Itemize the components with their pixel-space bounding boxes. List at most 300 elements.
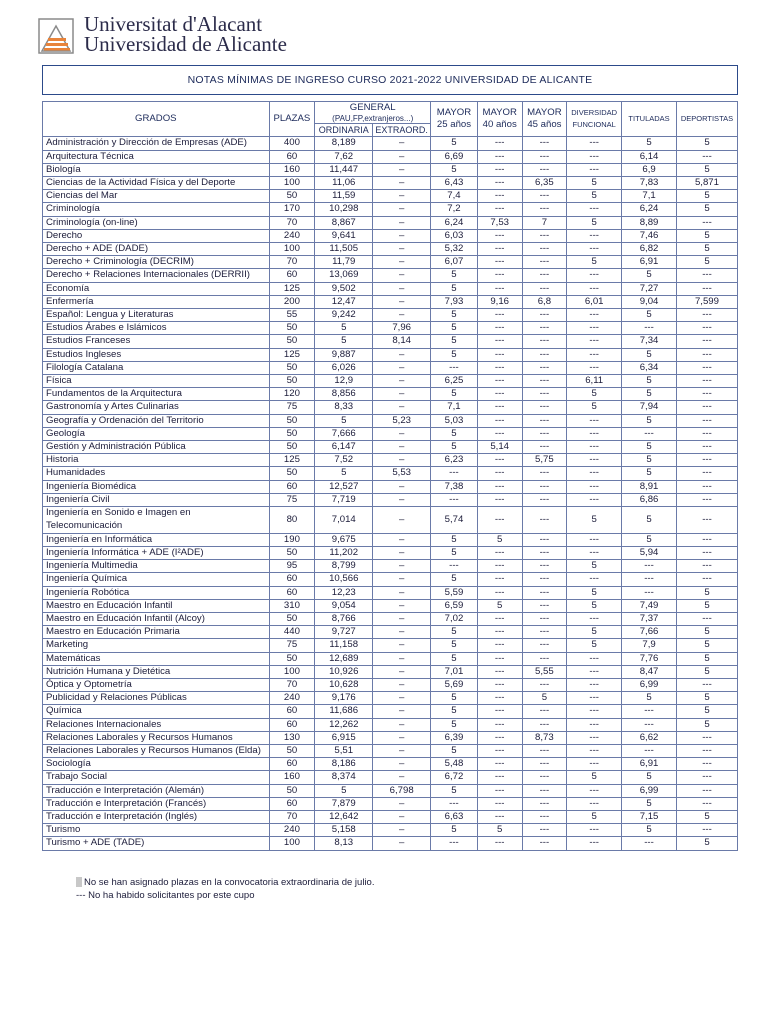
cell-mayor40: --- [477, 678, 522, 691]
cell-deportistas: --- [676, 348, 737, 361]
cell-diversidad: 6,01 [567, 295, 622, 308]
cell-plazas: 125 [269, 348, 315, 361]
table-row [43, 665, 738, 678]
cell-plazas: 60 [269, 573, 315, 586]
cell-grado: Física [43, 375, 270, 388]
cell-grado: Ingeniería en Informática [43, 533, 270, 546]
cell-mayor45: --- [522, 309, 567, 322]
cell-ordinaria: 8,186 [315, 758, 373, 771]
cell-ordinaria: 9,176 [315, 692, 373, 705]
cell-grado: Ingeniería Robótica [43, 586, 270, 599]
cell-deportistas: --- [676, 401, 737, 414]
cell-ordinaria: 7,879 [315, 797, 373, 810]
cell-diversidad: --- [567, 480, 622, 493]
cell-diversidad: --- [567, 678, 622, 691]
cell-mayor45: --- [522, 837, 567, 850]
table-row [43, 652, 738, 665]
cell-deportistas: --- [676, 784, 737, 797]
cell-tituladas: 8,47 [622, 665, 677, 678]
cell-extraord: – [373, 229, 431, 242]
cell-grado: Sociología [43, 758, 270, 771]
footnote-triple-dash-symbol: --- [76, 890, 86, 901]
cell-mayor45: --- [522, 229, 567, 242]
cell-deportistas: --- [676, 507, 737, 534]
cell-mayor25: 5,74 [431, 507, 478, 534]
cell-plazas: 240 [269, 692, 315, 705]
cell-deportistas: --- [676, 493, 737, 506]
table-row [43, 626, 738, 639]
cell-diversidad: --- [567, 652, 622, 665]
cell-ordinaria: 12,527 [315, 480, 373, 493]
cell-mayor25: 6,63 [431, 810, 478, 823]
cell-mayor40: --- [477, 797, 522, 810]
cell-tituladas: 7,9 [622, 639, 677, 652]
cell-plazas: 50 [269, 335, 315, 348]
cell-deportistas: --- [676, 797, 737, 810]
cell-mayor40: --- [477, 718, 522, 731]
cell-mayor45: --- [522, 560, 567, 573]
cell-plazas: 95 [269, 560, 315, 573]
cell-ordinaria: 11,158 [315, 639, 373, 652]
cell-tituladas: 7,49 [622, 599, 677, 612]
table-row [43, 586, 738, 599]
table-row [43, 375, 738, 388]
cell-grado: Estudios Ingleses [43, 348, 270, 361]
cell-diversidad: --- [567, 718, 622, 731]
cell-mayor40: --- [477, 758, 522, 771]
cell-mayor25: 7,02 [431, 612, 478, 625]
cell-deportistas: 5 [676, 190, 737, 203]
cell-grado: Marketing [43, 639, 270, 652]
cell-diversidad: --- [567, 758, 622, 771]
cell-tituladas: --- [622, 837, 677, 850]
cell-mayor40: --- [477, 626, 522, 639]
cell-mayor25: 5 [431, 335, 478, 348]
cell-mayor45: 6,35 [522, 177, 567, 190]
cell-plazas: 100 [269, 177, 315, 190]
table-row [43, 810, 738, 823]
cell-mayor40: --- [477, 639, 522, 652]
cell-plazas: 50 [269, 375, 315, 388]
cell-ordinaria: 8,189 [315, 137, 373, 150]
cell-extraord: – [373, 256, 431, 269]
cell-mayor25: --- [431, 560, 478, 573]
cell-ordinaria: 7,014 [315, 507, 373, 534]
cell-grado: Geografía y Ordenación del Territorio [43, 414, 270, 427]
cell-extraord: – [373, 309, 431, 322]
cell-mayor25: 6,07 [431, 256, 478, 269]
cell-grado: Maestro en Educación Infantil [43, 599, 270, 612]
cell-mayor45: --- [522, 678, 567, 691]
cell-deportistas: --- [676, 216, 737, 229]
table-row [43, 295, 738, 308]
cell-diversidad: 5 [567, 586, 622, 599]
cell-grado: Humanidades [43, 467, 270, 480]
cell-mayor40: --- [477, 348, 522, 361]
cell-grado: Economía [43, 282, 270, 295]
cell-grado: Relaciones Laborales y Recursos Humanos (Elda) [43, 744, 270, 757]
cell-plazas: 50 [269, 322, 315, 335]
cell-mayor45: --- [522, 441, 567, 454]
cell-ordinaria: 8,766 [315, 612, 373, 625]
cell-mayor40: --- [477, 454, 522, 467]
table-row [43, 388, 738, 401]
header-mayor45-a: MAYOR [527, 107, 562, 118]
header-mayor25-a: MAYOR [436, 107, 472, 118]
cell-deportistas: --- [676, 731, 737, 744]
cell-tituladas: 5 [622, 824, 677, 837]
cell-grado: Ingeniería Biomédica [43, 480, 270, 493]
cell-mayor45: --- [522, 137, 567, 150]
cell-ordinaria: 10,298 [315, 203, 373, 216]
cell-diversidad: --- [567, 414, 622, 427]
cell-extraord: – [373, 388, 431, 401]
cell-mayor40: --- [477, 414, 522, 427]
header-plazas: PLAZAS [269, 102, 315, 137]
cell-diversidad: --- [567, 163, 622, 176]
cell-ordinaria: 12,642 [315, 810, 373, 823]
cell-ordinaria: 8,33 [315, 401, 373, 414]
cell-grado: Derecho + Relaciones Internacionales (DERRII) [43, 269, 270, 282]
header-mayor25-b: 25 años [436, 119, 472, 131]
cell-ordinaria: 12,23 [315, 586, 373, 599]
cell-mayor40: 5 [477, 533, 522, 546]
cell-deportistas: --- [676, 573, 737, 586]
cell-mayor40: --- [477, 375, 522, 388]
cell-plazas: 160 [269, 163, 315, 176]
cell-plazas: 120 [269, 388, 315, 401]
cell-mayor40: --- [477, 401, 522, 414]
cell-grado: Turismo [43, 824, 270, 837]
cell-diversidad: 5 [567, 216, 622, 229]
cell-ordinaria: 11,59 [315, 190, 373, 203]
cell-tituladas: 5,94 [622, 546, 677, 559]
cell-plazas: 50 [269, 427, 315, 440]
cell-grado: Nutrición Humana y Dietética [43, 665, 270, 678]
cell-mayor40: 5 [477, 599, 522, 612]
table-row [43, 493, 738, 506]
cell-plazas: 60 [269, 269, 315, 282]
cell-diversidad: 5 [567, 626, 622, 639]
cell-mayor40: --- [477, 137, 522, 150]
cell-deportistas: --- [676, 533, 737, 546]
cell-extraord: – [373, 692, 431, 705]
cell-mayor45: --- [522, 282, 567, 295]
cell-mayor40: --- [477, 546, 522, 559]
cell-tituladas: 5 [622, 348, 677, 361]
cell-deportistas: --- [676, 414, 737, 427]
cell-plazas: 160 [269, 771, 315, 784]
cell-tituladas: 7,94 [622, 401, 677, 414]
cell-plazas: 75 [269, 493, 315, 506]
cell-mayor45: 5 [522, 692, 567, 705]
cell-deportistas: 5 [676, 837, 737, 850]
cell-extraord: – [373, 137, 431, 150]
footnote-triple-dash-text: No ha habido solicitantes por este cupo [88, 890, 255, 901]
cell-extraord: – [373, 361, 431, 374]
cell-plazas: 60 [269, 758, 315, 771]
cell-diversidad: 5 [567, 177, 622, 190]
cell-mayor40: --- [477, 163, 522, 176]
cell-diversidad: 5 [567, 560, 622, 573]
cell-grado: Ingeniería Química [43, 573, 270, 586]
table-row [43, 784, 738, 797]
cell-tituladas: 5 [622, 309, 677, 322]
cell-mayor45: --- [522, 533, 567, 546]
header-diversidad-b: FUNCIONAL [572, 120, 616, 130]
cell-grado: Derecho + Criminología (DECRIM) [43, 256, 270, 269]
table-row [43, 282, 738, 295]
cell-mayor45: --- [522, 626, 567, 639]
cell-tituladas: 7,15 [622, 810, 677, 823]
cell-deportistas: --- [676, 441, 737, 454]
cell-deportistas: --- [676, 335, 737, 348]
cell-mayor45: --- [522, 335, 567, 348]
table-row [43, 507, 738, 534]
cell-plazas: 50 [269, 414, 315, 427]
cell-mayor25: 6,03 [431, 229, 478, 242]
table-row [43, 480, 738, 493]
cell-ordinaria: 11,06 [315, 177, 373, 190]
cell-mayor25: 5,32 [431, 243, 478, 256]
cell-ordinaria: 6,147 [315, 441, 373, 454]
table-row [43, 824, 738, 837]
cell-mayor40: --- [477, 507, 522, 534]
cell-mayor25: 5 [431, 692, 478, 705]
cell-diversidad: --- [567, 837, 622, 850]
cell-ordinaria: 12,689 [315, 652, 373, 665]
cell-mayor45: --- [522, 652, 567, 665]
cell-plazas: 170 [269, 203, 315, 216]
cell-extraord: – [373, 401, 431, 414]
cell-grado: Relaciones Laborales y Recursos Humanos [43, 731, 270, 744]
cell-extraord: 6,798 [373, 784, 431, 797]
cell-extraord: – [373, 718, 431, 731]
cell-mayor45: 7 [522, 216, 567, 229]
cell-tituladas: 8,89 [622, 216, 677, 229]
cell-extraord: – [373, 639, 431, 652]
cell-mayor25: 5,69 [431, 678, 478, 691]
cell-mayor25: 5 [431, 546, 478, 559]
cell-tituladas: 6,9 [622, 163, 677, 176]
cell-mayor45: --- [522, 401, 567, 414]
cell-grado: Ingeniería Multimedia [43, 560, 270, 573]
cell-diversidad: 6,11 [567, 375, 622, 388]
cell-deportistas: 5 [676, 626, 737, 639]
cell-deportistas: 5 [676, 665, 737, 678]
cell-ordinaria: 5,158 [315, 824, 373, 837]
cell-deportistas: --- [676, 824, 737, 837]
header-tituladas: TITULADAS [622, 102, 677, 137]
cell-tituladas: --- [622, 560, 677, 573]
cell-plazas: 60 [269, 705, 315, 718]
cell-tituladas: 7,1 [622, 190, 677, 203]
cell-tituladas: 5 [622, 692, 677, 705]
header-general-label: GENERAL [349, 102, 396, 113]
cell-mayor40: --- [477, 586, 522, 599]
cell-diversidad: --- [567, 150, 622, 163]
cell-diversidad: --- [567, 784, 622, 797]
cell-mayor45: --- [522, 190, 567, 203]
table-row [43, 731, 738, 744]
cell-mayor25: 5 [431, 573, 478, 586]
cell-mayor25: 6,23 [431, 454, 478, 467]
cell-mayor40: 7,53 [477, 216, 522, 229]
cell-tituladas: 6,82 [622, 243, 677, 256]
cell-deportistas: 5 [676, 203, 737, 216]
cell-mayor25: 7,2 [431, 203, 478, 216]
cell-tituladas: --- [622, 718, 677, 731]
cell-deportistas: 5 [676, 652, 737, 665]
cell-tituladas: 6,86 [622, 493, 677, 506]
cell-grado: Arquitectura Técnica [43, 150, 270, 163]
university-logo-icon [38, 18, 74, 54]
cell-mayor25: --- [431, 797, 478, 810]
cell-grado: Gastronomía y Artes Culinarias [43, 401, 270, 414]
document-title: NOTAS MÍNIMAS DE INGRESO CURSO 2021-2022 UNIVERSIDAD DE ALICANTE [42, 65, 738, 95]
cell-diversidad: --- [567, 612, 622, 625]
cell-diversidad: --- [567, 137, 622, 150]
cell-deportistas: --- [676, 388, 737, 401]
cell-plazas: 50 [269, 361, 315, 374]
cell-tituladas: 7,27 [622, 282, 677, 295]
cell-mayor45: 8,73 [522, 731, 567, 744]
cell-mayor45: --- [522, 546, 567, 559]
cell-mayor45: --- [522, 586, 567, 599]
cell-plazas: 60 [269, 150, 315, 163]
table-row [43, 639, 738, 652]
cell-mayor45: --- [522, 256, 567, 269]
cell-deportistas: --- [676, 309, 737, 322]
cell-mayor25: 5,59 [431, 586, 478, 599]
cell-deportistas: --- [676, 771, 737, 784]
cell-mayor25: 7,1 [431, 401, 478, 414]
cell-mayor25: 5 [431, 639, 478, 652]
table-row [43, 837, 738, 850]
cell-extraord: – [373, 652, 431, 665]
cell-extraord: – [373, 744, 431, 757]
footnote-dash [76, 876, 374, 889]
cell-mayor40: --- [477, 309, 522, 322]
cell-ordinaria: 8,867 [315, 216, 373, 229]
cell-plazas: 50 [269, 744, 315, 757]
cell-ordinaria: 11,505 [315, 243, 373, 256]
cell-ordinaria: 11,686 [315, 705, 373, 718]
cell-ordinaria: 11,447 [315, 163, 373, 176]
cell-plazas: 70 [269, 810, 315, 823]
cell-plazas: 60 [269, 586, 315, 599]
cell-plazas: 60 [269, 718, 315, 731]
table-row [43, 705, 738, 718]
cell-ordinaria: 8,374 [315, 771, 373, 784]
cell-diversidad: --- [567, 493, 622, 506]
cell-diversidad: --- [567, 309, 622, 322]
cell-plazas: 80 [269, 507, 315, 534]
cell-ordinaria: 12,47 [315, 295, 373, 308]
cell-tituladas: 7,76 [622, 652, 677, 665]
cell-extraord: – [373, 626, 431, 639]
cell-diversidad: 5 [567, 190, 622, 203]
cell-plazas: 60 [269, 797, 315, 810]
cell-mayor40: --- [477, 692, 522, 705]
cell-extraord: – [373, 573, 431, 586]
cell-plazas: 50 [269, 784, 315, 797]
cell-mayor45: --- [522, 427, 567, 440]
cell-mayor25: 5 [431, 269, 478, 282]
table-row [43, 744, 738, 757]
cell-mayor45: --- [522, 573, 567, 586]
cell-ordinaria: 11,202 [315, 546, 373, 559]
cell-mayor40: --- [477, 243, 522, 256]
cell-plazas: 50 [269, 441, 315, 454]
cell-mayor40: --- [477, 335, 522, 348]
cell-mayor25: 7,4 [431, 190, 478, 203]
cell-ordinaria: 9,675 [315, 533, 373, 546]
cell-diversidad: 5 [567, 507, 622, 534]
cell-ordinaria: 5,51 [315, 744, 373, 757]
cell-extraord: – [373, 546, 431, 559]
cell-mayor25: 6,24 [431, 216, 478, 229]
cell-mayor25: 5 [431, 348, 478, 361]
cell-mayor40: --- [477, 493, 522, 506]
cell-tituladas: --- [622, 573, 677, 586]
cell-mayor25: 5 [431, 309, 478, 322]
cell-deportistas: 5 [676, 705, 737, 718]
cell-extraord: – [373, 493, 431, 506]
cell-plazas: 400 [269, 137, 315, 150]
cell-mayor45: --- [522, 375, 567, 388]
cell-tituladas: 5 [622, 388, 677, 401]
cell-mayor25: 5 [431, 388, 478, 401]
table-row [43, 243, 738, 256]
cell-grado: Biología [43, 163, 270, 176]
table-row [43, 427, 738, 440]
cell-diversidad: --- [567, 348, 622, 361]
cell-ordinaria: 8,799 [315, 560, 373, 573]
table-row [43, 441, 738, 454]
cell-mayor40: --- [477, 744, 522, 757]
cell-tituladas: 5 [622, 441, 677, 454]
cell-mayor45: 6,8 [522, 295, 567, 308]
cell-tituladas: 8,91 [622, 480, 677, 493]
cell-extraord: 8,14 [373, 335, 431, 348]
cell-tituladas: 6,34 [622, 361, 677, 374]
table-row [43, 150, 738, 163]
cell-grado: Criminología (on-line) [43, 216, 270, 229]
cell-mayor40: --- [477, 177, 522, 190]
cell-grado: Traducción e Interpretación (Francés) [43, 797, 270, 810]
cell-ordinaria: 10,628 [315, 678, 373, 691]
cell-extraord: – [373, 150, 431, 163]
cell-grado: Publicidad y Relaciones Públicas [43, 692, 270, 705]
table-row [43, 137, 738, 150]
cell-mayor45: --- [522, 269, 567, 282]
cell-diversidad: --- [567, 322, 622, 335]
cell-mayor40: 5,14 [477, 441, 522, 454]
cell-grado: Óptica y Optometría [43, 678, 270, 691]
cell-extraord: – [373, 705, 431, 718]
cell-mayor45: --- [522, 797, 567, 810]
cell-mayor25: 6,43 [431, 177, 478, 190]
cell-plazas: 130 [269, 731, 315, 744]
header-ordinaria: ORDINARIA [315, 124, 373, 137]
cell-mayor40: --- [477, 573, 522, 586]
cell-mayor45: --- [522, 810, 567, 823]
cell-diversidad: --- [567, 533, 622, 546]
cell-extraord: – [373, 837, 431, 850]
cell-diversidad: --- [567, 282, 622, 295]
cell-extraord: – [373, 282, 431, 295]
